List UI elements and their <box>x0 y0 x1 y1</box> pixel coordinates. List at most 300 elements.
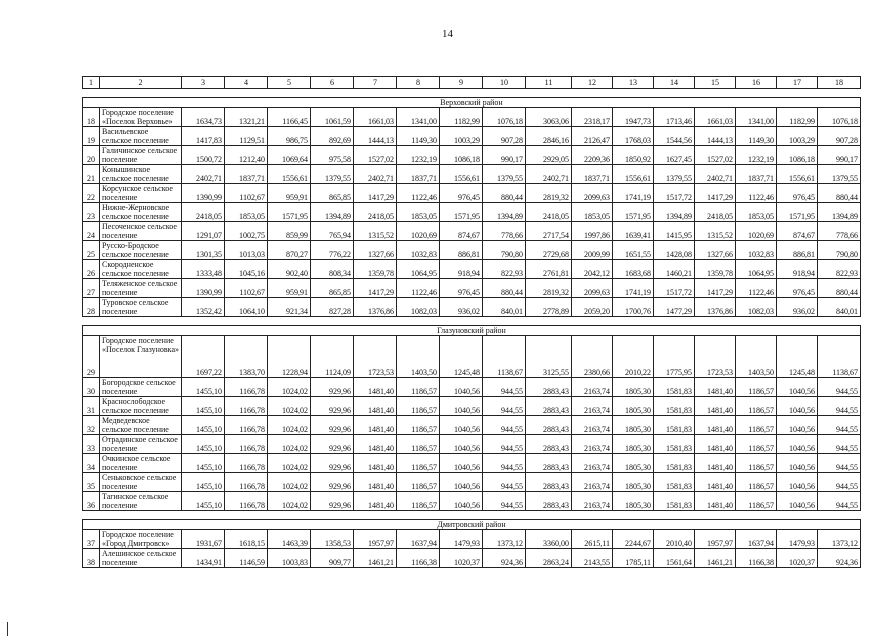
value-cell: 1700,76 <box>613 298 654 317</box>
row-number: 27 <box>83 279 100 298</box>
spacer-cell <box>83 89 861 98</box>
value-cell: 2163,74 <box>572 416 613 435</box>
value-cell: 1444,13 <box>354 127 397 146</box>
settlement-name: Корсунское сельское поселение <box>100 184 182 203</box>
settlement-name: Городское поселение «Поселок Глазуновка» <box>100 336 182 378</box>
value-cell: 3063,06 <box>526 108 572 127</box>
header-cell: 16 <box>736 77 777 89</box>
value-cell: 1020,37 <box>777 549 818 568</box>
value-cell: 1024,02 <box>268 454 311 473</box>
value-cell: 976,45 <box>440 279 483 298</box>
value-cell: 3125,55 <box>526 336 572 378</box>
settlement-name: Васильевское сельское поселение <box>100 127 182 146</box>
value-cell: 1837,71 <box>736 165 777 184</box>
value-cell: 1581,83 <box>654 435 695 454</box>
value-cell: 918,94 <box>440 260 483 279</box>
value-cell: 1040,56 <box>440 473 483 492</box>
value-cell: 2209,36 <box>572 146 613 165</box>
value-cell: 1571,95 <box>777 203 818 222</box>
value-cell: 1076,18 <box>483 108 526 127</box>
value-cell: 1064,95 <box>736 260 777 279</box>
header-cell: 7 <box>354 77 397 89</box>
value-cell: 2418,05 <box>182 203 225 222</box>
value-cell: 1186,57 <box>397 435 440 454</box>
value-cell: 2883,43 <box>526 454 572 473</box>
scan-edge-mark <box>7 622 8 636</box>
value-cell: 1837,71 <box>397 165 440 184</box>
value-cell: 976,45 <box>440 184 483 203</box>
value-cell: 2163,74 <box>572 473 613 492</box>
value-cell: 944,55 <box>818 435 861 454</box>
value-cell: 880,44 <box>818 279 861 298</box>
value-cell: 929,96 <box>311 492 354 511</box>
value-cell: 1544,56 <box>654 127 695 146</box>
value-cell: 1166,78 <box>225 378 268 397</box>
value-cell: 2099,63 <box>572 184 613 203</box>
table-row <box>83 473 861 492</box>
value-cell: 1434,91 <box>182 549 225 568</box>
row-number: 25 <box>83 241 100 260</box>
spacer-cell <box>83 511 861 520</box>
value-cell: 1333,48 <box>182 260 225 279</box>
value-cell: 2163,74 <box>572 492 613 511</box>
value-cell: 1850,92 <box>613 146 654 165</box>
value-cell: 1805,30 <box>613 435 654 454</box>
value-cell: 1661,03 <box>354 108 397 127</box>
value-cell: 936,02 <box>440 298 483 317</box>
table-row <box>83 530 861 549</box>
value-cell: 865,85 <box>311 184 354 203</box>
value-cell: 1637,94 <box>397 530 440 549</box>
value-cell: 2846,16 <box>526 127 572 146</box>
value-cell: 1713,46 <box>654 108 695 127</box>
value-cell: 1138,67 <box>818 336 861 378</box>
value-cell: 1024,02 <box>268 473 311 492</box>
value-cell: 1301,35 <box>182 241 225 260</box>
value-cell: 2163,74 <box>572 454 613 473</box>
table-row <box>83 549 861 568</box>
value-cell: 1002,75 <box>225 222 268 241</box>
table-row <box>83 454 861 473</box>
value-cell: 1853,05 <box>225 203 268 222</box>
section-spacer <box>83 89 861 98</box>
value-cell: 2126,47 <box>572 127 613 146</box>
row-number: 38 <box>83 549 100 568</box>
value-cell: 1741,19 <box>613 279 654 298</box>
settlement-name: Медведевское сельское поселение <box>100 416 182 435</box>
value-cell: 1853,05 <box>572 203 613 222</box>
value-cell: 1479,93 <box>440 530 483 549</box>
value-cell: 1455,10 <box>182 416 225 435</box>
value-cell: 870,27 <box>268 241 311 260</box>
value-cell: 1527,02 <box>695 146 736 165</box>
value-cell: 1045,16 <box>225 260 268 279</box>
value-cell: 2418,05 <box>526 203 572 222</box>
value-cell: 880,44 <box>483 279 526 298</box>
row-number: 19 <box>83 127 100 146</box>
value-cell: 822,93 <box>483 260 526 279</box>
value-cell: 2163,74 <box>572 435 613 454</box>
value-cell: 892,69 <box>311 127 354 146</box>
value-cell: 944,55 <box>483 492 526 511</box>
value-cell: 790,80 <box>818 241 861 260</box>
table-row <box>83 298 861 317</box>
value-cell: 1061,59 <box>311 108 354 127</box>
value-cell: 976,45 <box>777 184 818 203</box>
value-cell: 1561,64 <box>654 549 695 568</box>
value-cell: 1481,40 <box>695 492 736 511</box>
value-cell: 2010,40 <box>654 530 695 549</box>
value-cell: 1661,03 <box>695 108 736 127</box>
row-number: 29 <box>83 336 100 378</box>
value-cell: 1997,86 <box>572 222 613 241</box>
value-cell: 2244,67 <box>613 530 654 549</box>
value-cell: 1444,13 <box>695 127 736 146</box>
value-cell: 1805,30 <box>613 492 654 511</box>
value-cell: 944,55 <box>818 397 861 416</box>
value-cell: 1775,95 <box>654 336 695 378</box>
value-cell: 1186,57 <box>397 416 440 435</box>
row-number: 32 <box>83 416 100 435</box>
value-cell: 1003,29 <box>440 127 483 146</box>
table-row <box>83 203 861 222</box>
value-cell: 936,02 <box>777 298 818 317</box>
header-cell: 5 <box>268 77 311 89</box>
value-cell: 924,36 <box>483 549 526 568</box>
value-cell: 1359,78 <box>695 260 736 279</box>
value-cell: 1581,83 <box>654 416 695 435</box>
value-cell: 1020,69 <box>397 222 440 241</box>
value-cell: 1417,29 <box>695 184 736 203</box>
value-cell: 1683,68 <box>613 260 654 279</box>
value-cell: 1186,57 <box>736 435 777 454</box>
value-cell: 2402,71 <box>354 165 397 184</box>
value-cell: 1394,89 <box>654 203 695 222</box>
value-cell: 944,55 <box>483 378 526 397</box>
value-cell: 1082,03 <box>736 298 777 317</box>
header-cell: 6 <box>311 77 354 89</box>
header-cell: 9 <box>440 77 483 89</box>
table-row <box>83 378 861 397</box>
settlement-name: Туровское сельское поселение <box>100 298 182 317</box>
value-cell: 1837,71 <box>572 165 613 184</box>
table-row <box>83 435 861 454</box>
page-number: 14 <box>442 28 453 40</box>
value-cell: 1383,70 <box>225 336 268 378</box>
region-heading-row <box>83 520 861 530</box>
value-cell: 1417,29 <box>354 184 397 203</box>
value-cell: 944,55 <box>483 454 526 473</box>
value-cell: 1481,40 <box>354 492 397 511</box>
value-cell: 865,85 <box>311 279 354 298</box>
row-number: 35 <box>83 473 100 492</box>
value-cell: 2010,22 <box>613 336 654 378</box>
value-cell: 1477,29 <box>654 298 695 317</box>
table-row <box>83 397 861 416</box>
value-cell: 1032,83 <box>397 241 440 260</box>
value-cell: 1341,00 <box>736 108 777 127</box>
region-heading: Верховский район <box>83 98 861 108</box>
value-cell: 929,96 <box>311 435 354 454</box>
header-cell: 11 <box>526 77 572 89</box>
value-cell: 1166,78 <box>225 454 268 473</box>
value-cell: 1556,61 <box>613 165 654 184</box>
value-cell: 2883,43 <box>526 492 572 511</box>
value-cell: 1166,78 <box>225 492 268 511</box>
value-cell: 1166,78 <box>225 473 268 492</box>
table-row <box>83 492 861 511</box>
value-cell: 880,44 <box>818 184 861 203</box>
value-cell: 1805,30 <box>613 454 654 473</box>
value-cell: 2883,43 <box>526 397 572 416</box>
settlement-name: Конышинское сельское поселение <box>100 165 182 184</box>
value-cell: 1481,40 <box>695 397 736 416</box>
value-cell: 1723,53 <box>695 336 736 378</box>
section-spacer <box>83 511 861 520</box>
value-cell: 1186,57 <box>397 397 440 416</box>
row-number: 23 <box>83 203 100 222</box>
value-cell: 1186,57 <box>736 473 777 492</box>
value-cell: 1186,57 <box>736 492 777 511</box>
value-cell: 1138,67 <box>483 336 526 378</box>
header-cell: 8 <box>397 77 440 89</box>
value-cell: 776,22 <box>311 241 354 260</box>
value-cell: 1086,18 <box>440 146 483 165</box>
value-cell: 1358,53 <box>311 530 354 549</box>
value-cell: 874,67 <box>440 222 483 241</box>
value-cell: 874,67 <box>777 222 818 241</box>
value-cell: 1146,59 <box>225 549 268 568</box>
value-cell: 1376,86 <box>354 298 397 317</box>
value-cell: 1651,55 <box>613 241 654 260</box>
value-cell: 1571,95 <box>613 203 654 222</box>
value-cell: 1040,56 <box>777 435 818 454</box>
value-cell: 1352,42 <box>182 298 225 317</box>
value-cell: 1481,40 <box>695 454 736 473</box>
value-cell: 1040,56 <box>777 416 818 435</box>
header-cell: 13 <box>613 77 654 89</box>
value-cell: 2819,32 <box>526 184 572 203</box>
region-heading-row <box>83 98 861 108</box>
value-cell: 1064,10 <box>225 298 268 317</box>
settlement-name: Сеньковское сельское поселение <box>100 473 182 492</box>
value-cell: 1076,18 <box>818 108 861 127</box>
value-cell: 907,28 <box>483 127 526 146</box>
table-body <box>83 77 861 568</box>
row-number: 24 <box>83 222 100 241</box>
value-cell: 1390,99 <box>182 184 225 203</box>
value-cell: 1122,46 <box>397 279 440 298</box>
value-cell: 1805,30 <box>613 473 654 492</box>
settlement-name: Богородское сельское поселение <box>100 378 182 397</box>
value-cell: 1403,50 <box>397 336 440 378</box>
value-cell: 1040,56 <box>777 378 818 397</box>
value-cell: 1341,00 <box>397 108 440 127</box>
value-cell: 2929,05 <box>526 146 572 165</box>
value-cell: 778,66 <box>483 222 526 241</box>
value-cell: 1032,83 <box>736 241 777 260</box>
table-row <box>83 184 861 203</box>
value-cell: 1024,02 <box>268 416 311 435</box>
value-cell: 1481,40 <box>695 416 736 435</box>
value-cell: 944,55 <box>483 416 526 435</box>
value-cell: 859,99 <box>268 222 311 241</box>
value-cell: 1064,95 <box>397 260 440 279</box>
value-cell: 2863,24 <box>526 549 572 568</box>
value-cell: 1186,57 <box>397 378 440 397</box>
value-cell: 1376,86 <box>695 298 736 317</box>
value-cell: 1697,22 <box>182 336 225 378</box>
settlement-name: Теляженское сельское поселение <box>100 279 182 298</box>
table-row <box>83 336 861 378</box>
value-cell: 1232,19 <box>397 146 440 165</box>
value-cell: 765,94 <box>311 222 354 241</box>
value-cell: 2059,20 <box>572 298 613 317</box>
settlement-name: Городское поселение «Поселок Верховье» <box>100 108 182 127</box>
value-cell: 1166,45 <box>268 108 311 127</box>
value-cell: 1245,48 <box>440 336 483 378</box>
table-row <box>83 108 861 127</box>
value-cell: 976,45 <box>777 279 818 298</box>
value-cell: 944,55 <box>818 378 861 397</box>
value-cell: 1837,71 <box>225 165 268 184</box>
value-cell: 1086,18 <box>777 146 818 165</box>
value-cell: 1321,21 <box>225 108 268 127</box>
value-cell: 778,66 <box>818 222 861 241</box>
settlement-name: Русско-Бродское сельское поселение <box>100 241 182 260</box>
value-cell: 1556,61 <box>777 165 818 184</box>
value-cell: 2729,68 <box>526 241 572 260</box>
row-number: 31 <box>83 397 100 416</box>
value-cell: 1931,67 <box>182 530 225 549</box>
value-cell: 2163,74 <box>572 378 613 397</box>
value-cell: 3360,00 <box>526 530 572 549</box>
value-cell: 918,94 <box>777 260 818 279</box>
value-cell: 929,96 <box>311 397 354 416</box>
value-cell: 1003,29 <box>777 127 818 146</box>
row-number: 26 <box>83 260 100 279</box>
settlement-name: Городское поселение «Город Дмитровск» <box>100 530 182 549</box>
value-cell: 886,81 <box>777 241 818 260</box>
value-cell: 1805,30 <box>613 416 654 435</box>
row-number: 18 <box>83 108 100 127</box>
value-cell: 1166,78 <box>225 435 268 454</box>
value-cell: 790,80 <box>483 241 526 260</box>
value-cell: 2717,54 <box>526 222 572 241</box>
value-cell: 1637,94 <box>736 530 777 549</box>
value-cell: 1571,95 <box>440 203 483 222</box>
value-cell: 1957,97 <box>354 530 397 549</box>
value-cell: 1040,56 <box>777 397 818 416</box>
value-cell: 2402,71 <box>695 165 736 184</box>
value-cell: 1618,15 <box>225 530 268 549</box>
value-cell: 1149,30 <box>397 127 440 146</box>
value-cell: 2883,43 <box>526 473 572 492</box>
value-cell: 1186,57 <box>736 397 777 416</box>
value-cell: 2402,71 <box>182 165 225 184</box>
table-row <box>83 165 861 184</box>
value-cell: 1741,19 <box>613 184 654 203</box>
value-cell: 921,34 <box>268 298 311 317</box>
region-heading: Глазуновский район <box>83 326 861 336</box>
row-number: 22 <box>83 184 100 203</box>
value-cell: 1166,38 <box>397 549 440 568</box>
header-cell: 4 <box>225 77 268 89</box>
value-cell: 840,01 <box>483 298 526 317</box>
value-cell: 1024,02 <box>268 378 311 397</box>
value-cell: 2099,63 <box>572 279 613 298</box>
value-cell: 1394,89 <box>483 203 526 222</box>
value-cell: 959,91 <box>268 184 311 203</box>
value-cell: 1186,57 <box>397 473 440 492</box>
table-row <box>83 146 861 165</box>
value-cell: 975,58 <box>311 146 354 165</box>
value-cell: 1228,94 <box>268 336 311 378</box>
value-cell: 1186,57 <box>397 454 440 473</box>
value-cell: 1122,46 <box>736 184 777 203</box>
header-cell: 3 <box>182 77 225 89</box>
value-cell: 944,55 <box>483 473 526 492</box>
value-cell: 1013,03 <box>225 241 268 260</box>
value-cell: 1149,30 <box>736 127 777 146</box>
settlement-name: Песоченское сельское поселение <box>100 222 182 241</box>
value-cell: 1327,66 <box>354 241 397 260</box>
value-cell: 1517,72 <box>654 279 695 298</box>
value-cell: 2883,43 <box>526 378 572 397</box>
value-cell: 1291,07 <box>182 222 225 241</box>
value-cell: 1481,40 <box>354 454 397 473</box>
region-heading-row <box>83 326 861 336</box>
table-row <box>83 127 861 146</box>
value-cell: 1428,08 <box>654 241 695 260</box>
value-cell: 1390,99 <box>182 279 225 298</box>
value-cell: 1417,29 <box>354 279 397 298</box>
value-cell: 1040,56 <box>440 378 483 397</box>
value-cell: 1394,89 <box>818 203 861 222</box>
value-cell: 1527,02 <box>354 146 397 165</box>
value-cell: 902,40 <box>268 260 311 279</box>
value-cell: 1853,05 <box>397 203 440 222</box>
value-cell: 990,17 <box>483 146 526 165</box>
settlement-name: Краснослободское сельское поселение <box>100 397 182 416</box>
settlement-name: Очкинское сельское поселение <box>100 454 182 473</box>
value-cell: 1785,11 <box>613 549 654 568</box>
value-cell: 944,55 <box>818 473 861 492</box>
value-cell: 990,17 <box>818 146 861 165</box>
value-cell: 1102,67 <box>225 184 268 203</box>
region-heading: Дмитровский район <box>83 520 861 530</box>
value-cell: 1315,52 <box>695 222 736 241</box>
value-cell: 822,93 <box>818 260 861 279</box>
header-cell: 2 <box>100 77 182 89</box>
value-cell: 924,36 <box>818 549 861 568</box>
header-cell: 12 <box>572 77 613 89</box>
row-number: 33 <box>83 435 100 454</box>
value-cell: 1186,57 <box>397 492 440 511</box>
value-cell: 944,55 <box>818 492 861 511</box>
value-cell: 2009,99 <box>572 241 613 260</box>
value-cell: 1581,83 <box>654 397 695 416</box>
settlement-name: Галичинское сельское поселение <box>100 146 182 165</box>
value-cell: 944,55 <box>483 397 526 416</box>
table-row <box>83 260 861 279</box>
value-cell: 1373,12 <box>818 530 861 549</box>
value-cell: 1461,21 <box>695 549 736 568</box>
value-cell: 1024,02 <box>268 435 311 454</box>
value-cell: 1556,61 <box>440 165 483 184</box>
header-cell: 15 <box>695 77 736 89</box>
header-cell: 1 <box>83 77 100 89</box>
